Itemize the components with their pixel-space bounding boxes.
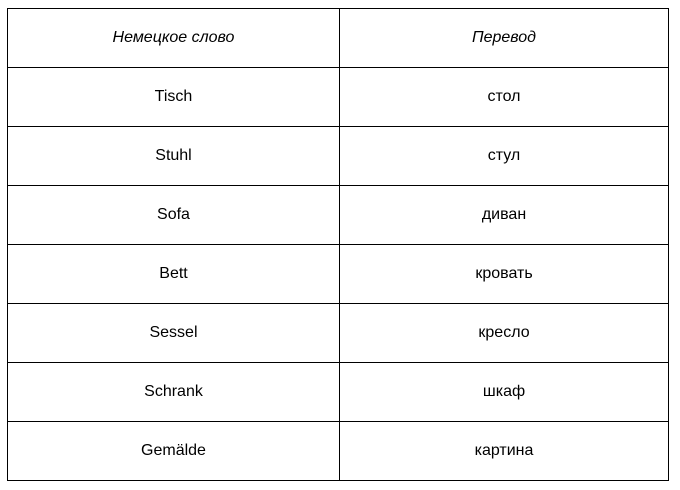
german-word-cell: Gemälde — [8, 422, 340, 481]
table-row — [8, 245, 669, 304]
german-word-cell: Schrank — [8, 363, 340, 422]
german-word-cell: Tisch — [8, 68, 340, 127]
table-row — [8, 422, 669, 481]
translation-cell: стол — [340, 68, 669, 127]
translation-cell: кресло — [340, 304, 669, 363]
header-german-word: Немецкое слово — [8, 9, 340, 68]
translation-cell: картина — [340, 422, 669, 481]
german-word-cell: Sofa — [8, 186, 340, 245]
header-translation: Перевод — [340, 9, 669, 68]
table-row — [8, 186, 669, 245]
table-row — [8, 304, 669, 363]
table-row — [8, 127, 669, 186]
vocabulary-table — [7, 8, 669, 481]
header-row — [8, 9, 669, 68]
german-word-cell: Stuhl — [8, 127, 340, 186]
table-row — [8, 363, 669, 422]
german-word-cell: Sessel — [8, 304, 340, 363]
translation-cell: шкаф — [340, 363, 669, 422]
translation-cell: кровать — [340, 245, 669, 304]
table-row — [8, 68, 669, 127]
translation-cell: диван — [340, 186, 669, 245]
german-word-cell: Bett — [8, 245, 340, 304]
translation-cell: стул — [340, 127, 669, 186]
